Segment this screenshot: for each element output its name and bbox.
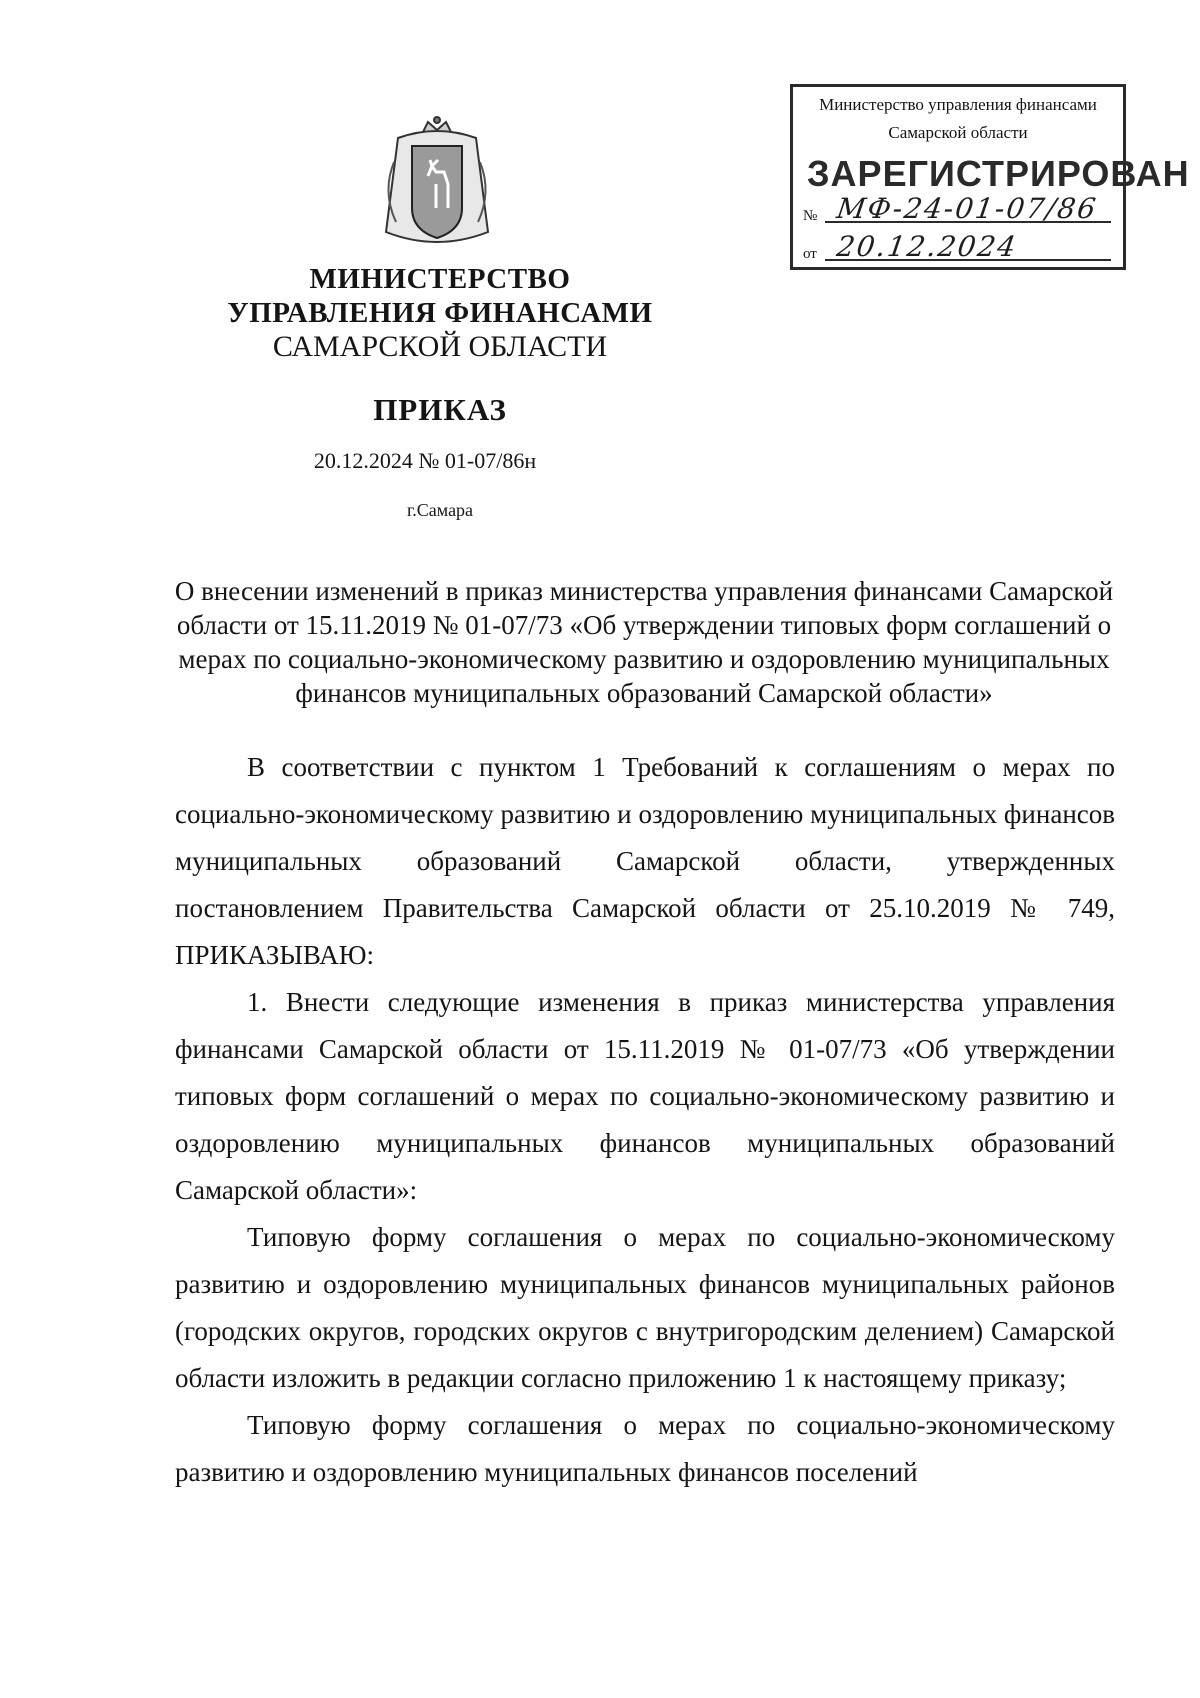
stamp-number-label: № [803,208,818,224]
stamp-date-label: от [803,246,817,262]
paragraph: Типовую форму соглашения о мерах по социально-экономическому развитию и оздоровлению муниципальных финансов поселений [175,1410,1115,1487]
ministry-line-3: САМАРСКОЙ ОБЛАСТИ [272,330,608,363]
paragraph: 1. Внести следующие изменения в приказ министерства управления финансами Самарской области от 15.11.2019 № 01-07/73 «Об утверждении типовых форм соглашений о мерах по социально-экономическому развитию и оздоровлению муниципальных финансов муниципальных образований Самарской области»: [175,987,1115,1205]
stamp-ministry-line-1: Министерство управления финансами [819,95,1097,114]
registration-stamp [790,84,1190,270]
document-title: О внесении изменений в приказ министерства управления финансами Самарской области от 15.11.2019 № 01-07/73 «Об утверждении типовых форм соглашений о мерах по социально-экономическому развитию и оздоровлению муниципальных финансов муниципальных образований Самарской области» [174,576,1114,708]
document-city: г.Самара [406,500,474,520]
ministry-line-1: МИНИСТЕРСТВО [309,263,571,295]
document-type: ПРИКАЗ [373,392,507,427]
stamp-ministry-line-2: Самарской области [888,123,1028,142]
document-number: 20.12.2024 № 01-07/86н [313,448,537,473]
stamp-number-row [803,192,1111,225]
stamp-registered: ЗАРЕГИСТРИРОВАН [807,153,1190,194]
stamp-number-value: МФ-24-01-07/86 [834,192,1100,225]
paragraph: В соответствии с пунктом 1 Требований к соглашениям о мерах по социально-экономическому развитию и оздоровлению муниципальных финансов муниципальных образований Самарской области, утвержденных постановлением Правительства Самарской области от 25.10.2019 № 749, ПРИКАЗЫВАЮ: [175,752,1115,970]
ministry-line-2: УПРАВЛЕНИЯ ФИНАНСАМИ [227,297,653,329]
stamp-date-row [803,230,1111,263]
document-body [175,744,1115,1496]
ministry-name [210,262,670,364]
stamp-date-value: 20.12.2024 [834,230,1020,263]
paragraph: Типовую форму соглашения о мерах по социально-экономическому развитию и оздоровлению муниципальных финансов муниципальных районов (городских округов, городских округов с внутригородским делением) Самарской области изложить в редакции согласно приложению 1 к настоящему приказу; [175,1222,1115,1393]
coat-of-arms-icon [378,112,496,260]
